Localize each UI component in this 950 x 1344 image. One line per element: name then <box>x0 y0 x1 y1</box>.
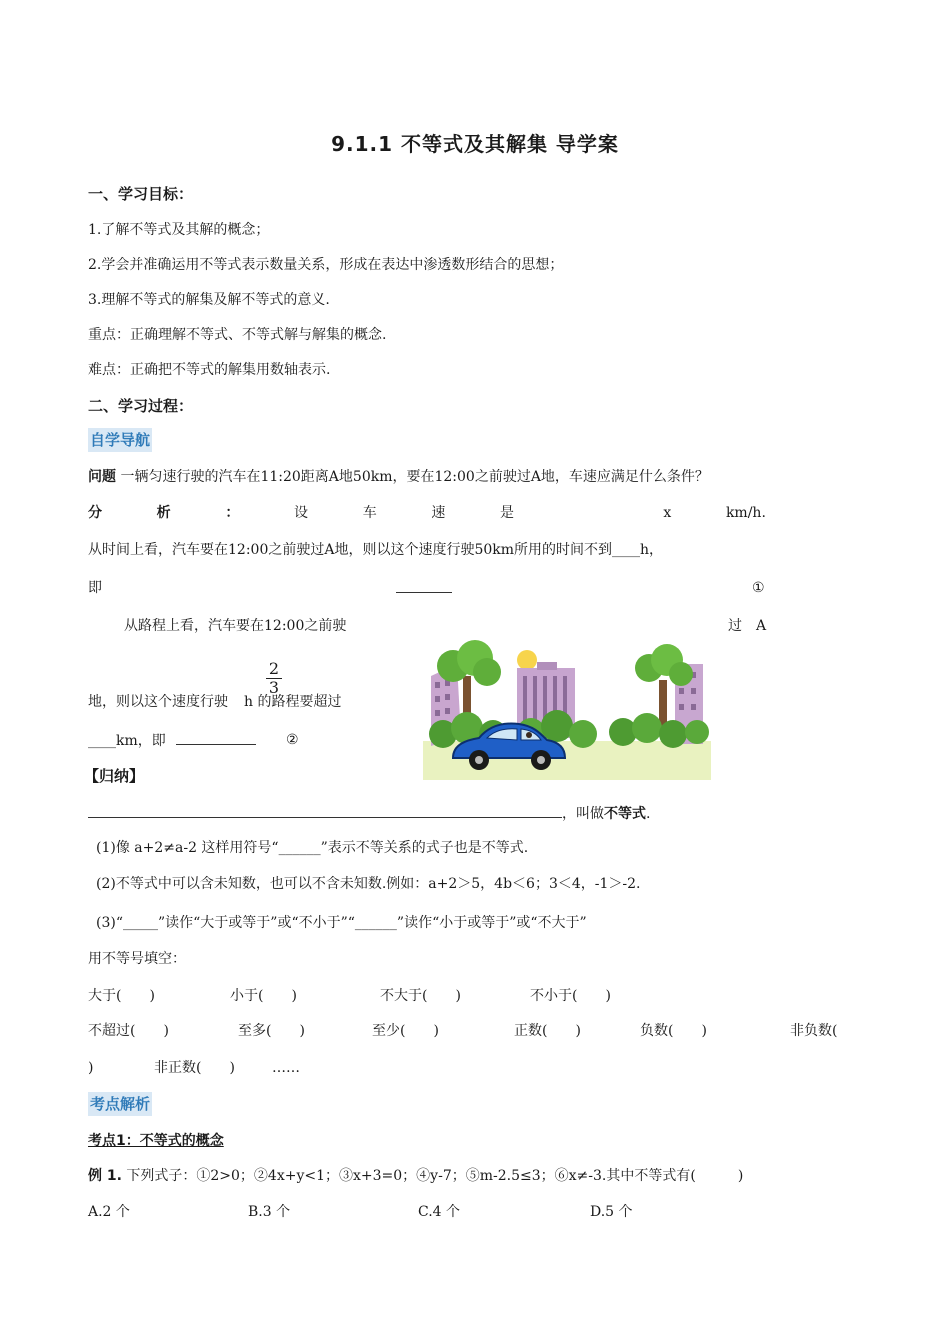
analysis-char: km/h. <box>725 505 766 521</box>
summary-blank <box>88 803 562 818</box>
option-c: C.4 个 <box>418 1204 461 1220</box>
fraction-two-thirds <box>266 660 282 697</box>
self-study-banner: 自学导航 <box>88 428 152 452</box>
analysis-char: 是 <box>500 505 515 521</box>
option-b: B.3 个 <box>248 1204 291 1220</box>
section-heading-process: 二、学习过程： <box>88 397 194 415</box>
fill-item: 负数( ) <box>640 1023 707 1039</box>
fill-item: 至多( ) <box>238 1023 305 1039</box>
fill-item: 至少( ) <box>372 1023 439 1039</box>
km-text: ____km，即 <box>88 733 166 749</box>
note-2: (2)不等式中可以含未知数，也可以不含未知数.例如：a+2＞5，4b＜6；3＜4，-1＞-2. <box>96 876 641 892</box>
fill-item: ) <box>88 1060 94 1076</box>
option-d: D.5 个 <box>590 1204 633 1220</box>
difficulty-point: 难点：正确把不等式的解集用数轴表示. <box>88 362 331 378</box>
analysis-line <box>88 503 766 523</box>
distance-line-end: 过 A <box>728 618 767 634</box>
answer-blank-1 <box>396 578 452 599</box>
goal-item-1: 1.了解不等式及其解的概念； <box>88 222 270 238</box>
fill-item: 非负数( <box>790 1023 838 1039</box>
summary-text: ，叫做 <box>562 806 604 822</box>
analysis-char: 设 <box>294 505 309 521</box>
fill-item: 正数( ) <box>514 1023 581 1039</box>
analysis-char: 析 <box>156 505 171 521</box>
sun-icon <box>517 650 537 670</box>
question-label: 问题 <box>88 469 116 485</box>
page-title: 9.1.1 不等式及其解集 导学案 <box>331 132 619 156</box>
analysis-char: ： <box>225 505 240 521</box>
analysis-char: 车 <box>362 505 377 521</box>
question-line <box>88 467 709 487</box>
example-1 <box>88 1166 743 1186</box>
fill-item: 不小于( ) <box>530 988 611 1004</box>
km-line <box>88 730 256 751</box>
example-label: 例 1. <box>88 1168 122 1184</box>
time-line: 从时间上看，汽车要在12:00之前驶过A地，则以这个速度行驶50km所用的时间不到____h， <box>88 542 664 558</box>
section-heading-goals: 一、学习目标： <box>88 185 194 203</box>
summary-label: 【归纳】 <box>84 767 145 785</box>
analysis-char: 分 <box>88 505 102 521</box>
goal-item-3: 3.理解不等式的解集及解不等式的意义. <box>88 292 330 308</box>
example-text: 下列式子：①2>0；②4x+y<1；③x+3=0；④y-7；⑤m-2.5≤3；⑥x≠-3.其中不等式有( ) <box>126 1168 744 1184</box>
summary-line <box>88 803 650 824</box>
question-text: 一辆匀速行驶的汽车在11:20距离A地50km，要在12:00之前驶过A地，车速应满足什么条件？ <box>120 469 709 485</box>
answer-blank-2 <box>176 730 256 745</box>
option-a: A.2 个 <box>88 1204 130 1220</box>
fill-item: 小于( ) <box>230 988 297 1004</box>
ellipsis: …… <box>272 1060 300 1076</box>
distance-text-pre: 地，则以这个速度行驶 <box>88 694 228 710</box>
ji-label: 即 <box>88 580 102 596</box>
fill-item: 大于( ) <box>88 988 155 1004</box>
exam-banner: 考点解析 <box>88 1092 152 1116</box>
distance-text-post: h 的路程要超过 <box>244 694 342 710</box>
key-point: 重点：正确理解不等式、不等式解与解集的概念. <box>88 327 387 343</box>
fill-item: 不大于( ) <box>380 988 461 1004</box>
analysis-char: 速 <box>431 505 446 521</box>
summary-end: . <box>646 806 651 822</box>
distance-line-2 <box>88 692 341 712</box>
point-1-heading: 考点1：不等式的概念 <box>88 1133 224 1149</box>
summary-bold: 不等式 <box>604 806 646 822</box>
distance-line-start: 从路程上看，汽车要在12:00之前驶 <box>124 618 347 634</box>
note-3: (3)“_____”读作“大于或等于”或“不小于”“______”读作“小于或等于”或“不大于” <box>96 915 587 931</box>
circle-number-1: ① <box>752 580 765 596</box>
circle-number-2: ② <box>286 732 299 748</box>
car-illustration <box>423 636 711 780</box>
analysis-char: x <box>663 505 672 521</box>
fraction-denominator: 3 <box>268 678 280 697</box>
fraction-numerator: 2 <box>266 660 282 679</box>
fill-intro: 用不等号填空： <box>88 951 186 967</box>
fill-item: 不超过( ) <box>88 1023 169 1039</box>
fill-item: 非正数( ) <box>154 1060 235 1076</box>
note-1: (1)像 a+2≠a-2 这样用符号“______”表示不等关系的式子也是不等式. <box>96 840 529 856</box>
goal-item-2: 2.学会并准确运用不等式表示数量关系，形成在表达中渗透数形结合的思想； <box>88 257 564 273</box>
